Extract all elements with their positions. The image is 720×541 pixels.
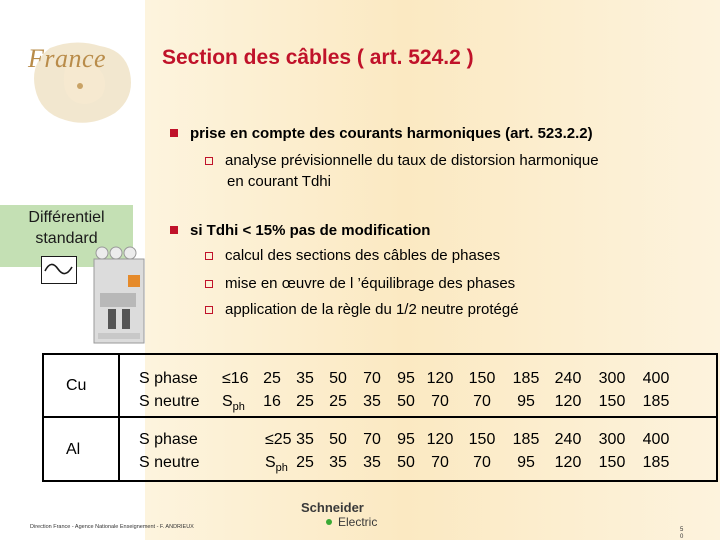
footer-text: Direction France - Agence Nationale Enseignement - F. ANDRIEUX <box>30 524 194 530</box>
table-cell-cu-phase: 50 <box>329 370 347 387</box>
table-cell-cu-neutre: 70 <box>431 393 449 410</box>
table-cell-cu-neutre: 50 <box>397 393 415 410</box>
table-cell-al-phase: 95 <box>397 431 415 448</box>
table-cell-cu-neutre: 25 <box>296 393 314 410</box>
table-cell-al-neutre: 35 <box>363 454 381 471</box>
table-cell-al-phase: 120 <box>426 431 454 448</box>
table-cell-al-neutre: 120 <box>554 454 582 471</box>
cell-label-neutre: S neutre <box>139 454 200 471</box>
table-cell-al-neutre: 70 <box>431 454 449 471</box>
table-top-border <box>42 353 718 355</box>
table-cell-cu-neutre: 25 <box>329 393 347 410</box>
neutre-prefix-sub: ph <box>275 462 288 475</box>
table-cell-al-neutre: 95 <box>517 454 535 471</box>
table-cell-cu-phase: 150 <box>468 370 496 387</box>
bullet-2-text: si Tdhi < 15% pas de modification <box>190 222 431 239</box>
table-cell-cu-phase: 70 <box>363 370 381 387</box>
bullet-square-icon <box>170 129 178 137</box>
sub-bullet-square-icon <box>205 252 213 260</box>
bullet-2-sub-1-text: calcul des sections des câbles de phases <box>225 247 501 264</box>
table-left-border <box>42 353 44 482</box>
table-cell-cu-phase: 300 <box>598 370 626 387</box>
table-cell-al-phase: 50 <box>329 431 347 448</box>
table-cell-cu-neutre: 35 <box>363 393 381 410</box>
differentiel-label <box>0 207 133 249</box>
table-cell-cu-neutre: 150 <box>598 393 626 410</box>
table-cell-al-neutre: 150 <box>598 454 626 471</box>
cell-material-cu: Cu <box>66 377 87 394</box>
sub-bullet-square-icon <box>205 306 213 314</box>
bullet-1-sub-1 <box>205 150 599 171</box>
cell-phase-prefix: ≤25 <box>265 431 292 448</box>
table-cell-al-neutre: 35 <box>329 454 347 471</box>
page-number-line-2: 0 <box>680 534 684 540</box>
table-cell-al-phase: 400 <box>642 431 670 448</box>
brand-line-1: Schneider <box>301 500 364 515</box>
table-cell-al-neutre: 70 <box>473 454 491 471</box>
table-cell-al-phase: 185 <box>512 431 540 448</box>
table-cell-al-phase: 150 <box>468 431 496 448</box>
neutre-prefix-main: S <box>222 393 233 410</box>
breaker-device-image <box>88 245 150 345</box>
table-cell-cu-phase: 25 <box>263 370 281 387</box>
table-cell-cu-neutre: 16 <box>263 393 281 410</box>
table-cell-al-phase: 240 <box>554 431 582 448</box>
bullet-1 <box>170 125 593 142</box>
table-cell-al-phase: 300 <box>598 431 626 448</box>
sub-bullet-square-icon <box>205 157 213 165</box>
cell-phase-prefix: ≤16 <box>222 370 249 387</box>
table-cell-cu-phase: 185 <box>512 370 540 387</box>
bullet-1-sub-1-text: analyse prévisionnelle du taux de distorsion harmonique <box>225 152 599 169</box>
cell-label-neutre: S neutre <box>139 393 200 410</box>
bullet-1-text: prise en compte des courants harmoniques (art. 523.2.2) <box>190 125 593 142</box>
table-cell-cu-neutre: 70 <box>473 393 491 410</box>
bullet-1-sub-1-cont: en courant Tdhi <box>227 173 331 190</box>
bullet-2-sub-1 <box>205 245 500 266</box>
table-row-divider <box>42 416 718 418</box>
differentiel-line-1: Différentiel <box>28 209 105 226</box>
table-cell-cu-phase: 400 <box>642 370 670 387</box>
bullet-2-sub-2-text: mise en œuvre de l ’équilibrage des phases <box>225 275 516 292</box>
table-cell-cu-neutre: 95 <box>517 393 535 410</box>
bullet-2 <box>170 222 430 239</box>
table-cell-cu-phase: 120 <box>426 370 454 387</box>
logo-text: France <box>28 44 107 73</box>
cell-material-al: Al <box>66 441 81 458</box>
table-right-border <box>716 353 718 482</box>
table-cell-al-phase: 70 <box>363 431 381 448</box>
table-cell-al-phase: 35 <box>296 431 314 448</box>
brand-line-2: Electric <box>338 515 378 529</box>
sub-bullet-square-icon <box>205 280 213 288</box>
table-cell-cu-phase: 95 <box>397 370 415 387</box>
schneider-logo <box>298 498 380 532</box>
sine-wave-icon <box>41 256 77 284</box>
table-col-divider <box>118 353 120 482</box>
page-number <box>680 527 683 541</box>
cell-label-phase: S phase <box>139 431 198 448</box>
table-cell-al-neutre: 25 <box>296 454 314 471</box>
differentiel-line-2: standard <box>35 230 98 247</box>
bullet-square-icon <box>170 226 178 234</box>
table-cell-cu-neutre: 185 <box>642 393 670 410</box>
bullet-2-sub-3-text: application de la règle du 1/2 neutre protégé <box>225 301 519 318</box>
neutre-prefix-sub: ph <box>232 401 245 414</box>
table-cell-cu-neutre: 120 <box>554 393 582 410</box>
bullet-2-sub-2 <box>205 273 515 294</box>
table-cell-cu-phase: 240 <box>554 370 582 387</box>
cell-label-phase: S phase <box>139 370 198 387</box>
table-cell-cu-phase: 35 <box>296 370 314 387</box>
bullet-2-sub-3 <box>205 299 519 320</box>
neutre-prefix-main: S <box>265 454 276 471</box>
page-number-line-1: 5 <box>680 527 684 533</box>
table-cell-al-neutre: 50 <box>397 454 415 471</box>
cell-neutre-prefix <box>222 393 245 413</box>
table-cell-al-neutre: 185 <box>642 454 670 471</box>
table-bottom-border <box>42 480 718 482</box>
page-title: Section des câbles ( art. 524.2 ) <box>162 46 474 69</box>
